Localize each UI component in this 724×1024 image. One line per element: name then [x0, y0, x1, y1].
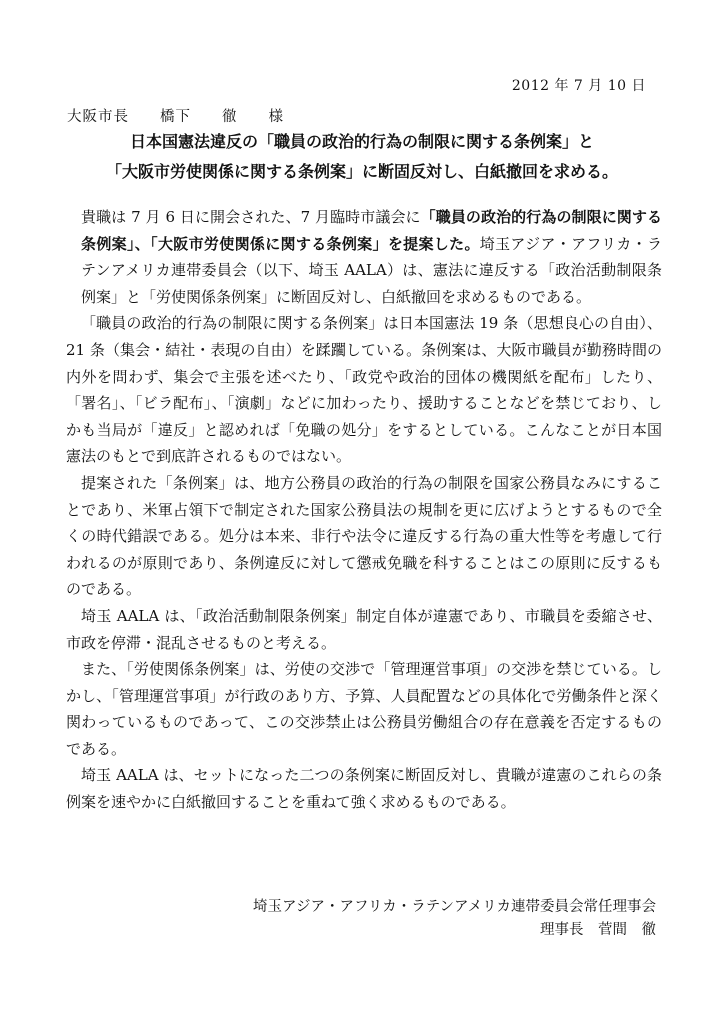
signature-name: 理事長 菅間 徹: [540, 922, 656, 938]
paragraph-4: 埼玉 AALA は、「政治活動制限条例案」制定自体が違憲であり、市職員を委縮させ、市政を停滞・混乱させるものと考える。: [66, 606, 662, 652]
title-line-1: 日本国憲法違反の「職員の政治的行為の制限に関する条例案」と: [129, 132, 594, 151]
paragraph-6: 埼玉 AALA は、セットになった二つの条例案に断固反対し、貴職が違憲のこれらの条例案を速やかに白紙撤回することを重ねて強く求めるものである。: [66, 766, 662, 812]
letter-body: [66, 204, 662, 816]
paragraph-1-intro: 貴職は 7 月 6 日に開会された、7 月臨時市議会に: [81, 208, 421, 226]
paragraph-2: 「職員の政治的行為の制限に関する条例案」は日本国憲法 19 条（思想良心の自由）、21 条（集会・結社・表現の自由）を蹂躙している。条例案は、大阪市職員が勤務時間の内外を問わず、集会で主張を述べたり、「政党や政治的団体の機関紙を配布」したり、「署名」、「ビラ配布」、「演劇」などに加わったり、援助することなどを禁じており、しかも当局が「違反」と認めれば「免職の処分」をするとしている。こんなことが日本国憲法のもとで到底許されるものではない。: [66, 314, 662, 466]
title-line-2: 「大阪市労使関係に関する条例案」に断固反対し、白紙撤回を求める。: [105, 162, 618, 181]
paragraph-1-rest: 埼玉アジア・アフリカ・ラテンアメリカ連帯委員会（以下、埼玉 AALA）は、憲法に違反する「政治活動制限条例案」と「労使関係条例案」に断固反対し、白紙撤回を求めるものである。: [81, 234, 662, 306]
signature-block: [253, 896, 656, 942]
paragraph-5: また、「労使関係条例案」は、労使の交渉で「管理運営事項」の交渉を禁じている。しかし、「管理運営事項」が行政のあり方、予算、人員配置などの具体化で労働条件と深く関わっているものであって、この交渉禁止は公務員労働組合の存在意義を否定するものである。: [66, 660, 662, 758]
addressee: 大阪市長 橋下 徹 様: [67, 109, 284, 125]
bill-names-highlight: 「職員の政治的行為の制限に関する条例案」、「大阪市労使関係に関する条例案」を提案した。: [81, 208, 662, 253]
paragraph-1: [66, 204, 662, 310]
letter-date: 2012 年 7 月 10 日: [511, 78, 646, 94]
signature-organization: 埼玉アジア・アフリカ・ラテンアメリカ連帯委員会常任理事会: [253, 899, 656, 915]
paragraph-3: 提案された「条例案」は、地方公務員の政治的行為の制限を国家公務員なみにすることであり、米軍占領下で制定された国家公務員法の規制を更に広げようとするもので全くの時代錯誤である。処分は本来、非行や法令に違反する行為の重大性等を考慮して行われるのが原則であり、条例違反に対して懲戒免職を科することはこの原則に反するものである。: [66, 473, 662, 599]
